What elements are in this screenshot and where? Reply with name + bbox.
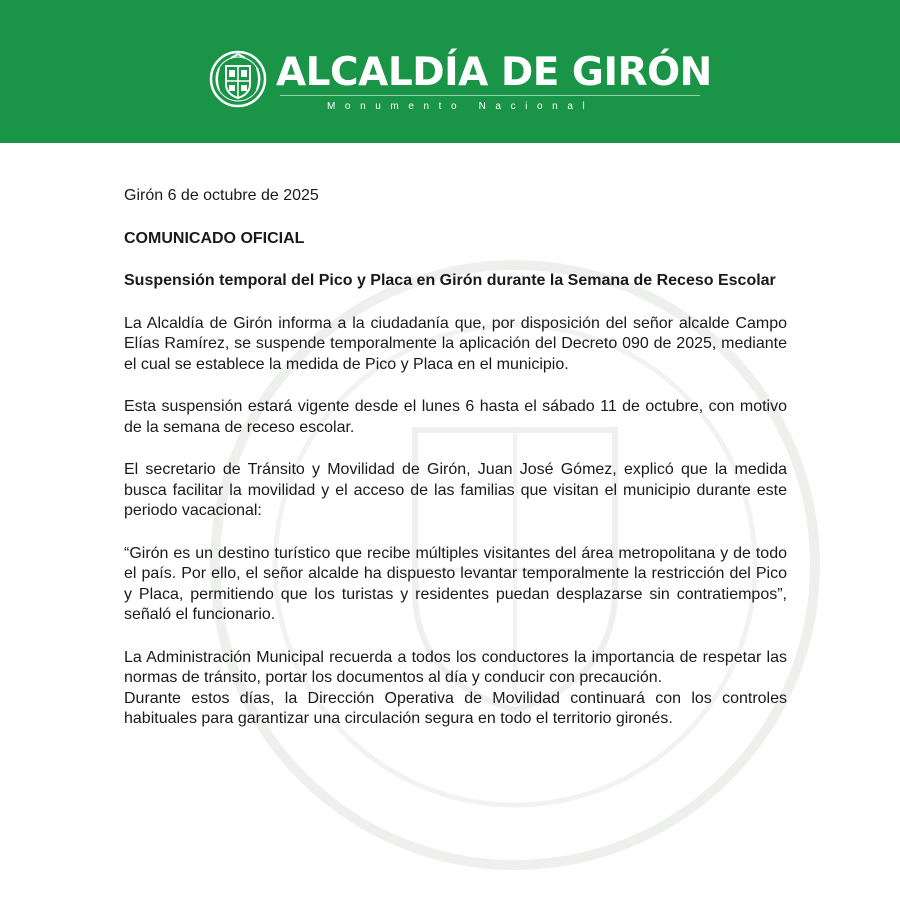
document-headline: Suspensión temporal del Pico y Placa en Girón durante la Semana de Receso Escolar	[124, 272, 776, 289]
paragraph: Durante estos días, la Dirección Operativa de Movilidad continuará con los controles habituales para garantizar una circulación segura en todo el territorio gironés.	[124, 689, 787, 727]
document-date: Girón 6 de octubre de 2025	[124, 187, 319, 204]
brand-subtitle: Monumento Nacional	[327, 101, 595, 112]
paragraph: El secretario de Tránsito y Movilidad de Girón, Juan José Gómez, explicó que la medida busca facilitar la movilidad y el acceso de las familias que visitan el municipio durante este periodo vacacional:	[124, 461, 787, 519]
paragraph: La Administración Municipal recuerda a todos los conductores la importancia de respetar las normas de tránsito, portar los documentos al día y conducir con precaución.	[124, 648, 787, 686]
municipal-seal-icon	[209, 50, 267, 108]
document-label: COMUNICADO OFICIAL	[124, 229, 305, 247]
brand-divider	[280, 95, 700, 96]
communique-body	[124, 186, 787, 730]
paragraph: “Girón es un destino turístico que recibe múltiples visitantes del área metropolitana y de todo el país. Por ello, el señor alcalde ha dispuesto levantar temporalmente la restricción del Pico y Placa, permitiendo que los turistas y residentes puedan desplazarse sin contratiempos”, señaló el funcionario.	[124, 544, 787, 623]
paragraph: La Alcaldía de Girón informa a la ciudadanía que, por disposición del señor alcalde Campo Elías Ramírez, se suspende temporalmente la aplicación del Decreto 090 de 2025, mediante el cual se establece la medida de Pico y Placa en el municipio.	[124, 314, 787, 373]
brand-title: ALCALDÍA DE GIRÓN	[276, 50, 712, 95]
header-banner	[0, 0, 900, 143]
paragraph: Esta suspensión estará vigente desde el lunes 6 hasta el sábado 11 de octubre, con motivo de la semana de receso escolar.	[124, 398, 787, 436]
